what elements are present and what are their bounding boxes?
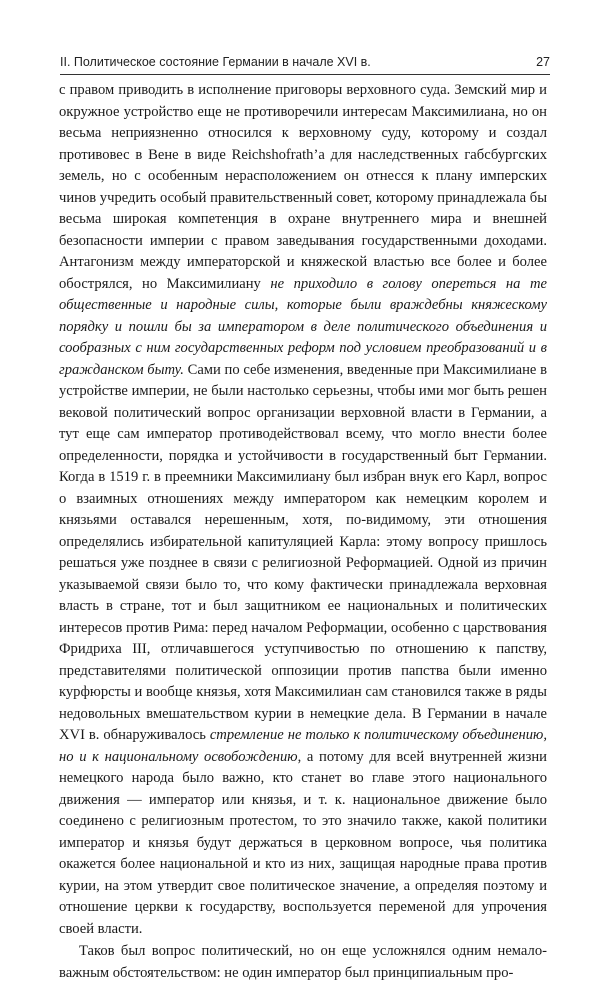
text-segment: с правом приводить в исполнение приговоры верховного суда. Земский мир и окружное устройство еще не противоречили интересам Максимилиана, но он весьма неприязненно относился к верховному суду, которому и создал противовес в Вене в виде Reichshofrath’a для наследственных габсбургских земель, но с особенным нерасположением он отнесся к плану имперских чинов учредить особый правительственный совет, которому принадлежала бы весьма широкая компетенция в охране внутреннего мира и внешней безопасности империи с правом заведывания государственными доходами. Антагонизм между императорской и княжеской властью все более и более обострялся, но Максимилиану xyxy=(59,82,547,292)
text-segment: Сами по себе изменения, введенные при Максимилиане в устройстве империи, не были настолько серьезны, чтобы ими мог быть решен вековой политический вопрос организации верховной власти в Германии, а тут еще сам император противодействовал всему, что могло внести более определенности, порядка и устойчивости в государственный быт Германии. Когда в 1519 г. в преемники Максимилиану был избран внук его Карл, вопрос о взаимных отношениях между императором как немецким королем и князьями оставался нерешенным, хотя, по-видимому, эти отношения определялись избирательной капитуляцией Карла: этому вопросу пришлось решаться уже позднее в связи с религиозной Реформацией. Одной из причин указываемой связи было то, что кому фактически принадлежала верховная власть в стране, тот и был защитником ее национальных и политических интересов против Рима: перед началом Реформации, особенно с царствования Фридриха III, отличавшегося уступчивостью по отношению к папству, представителями политической оппозиции против папства были именно курфюрсты и вообще князья, хотя Максимилиан сам становился также в ряды недовольных вмешательством курии в немецкие дела. В Германии в начале XVI в. обнаруживалось xyxy=(59,361,547,743)
text-segment: , а потому для всей внутренней жизни немецкого народа было важно, кто станет во главе этого национального движения — император или князья, и т. к. национальное движение было соединено с религиозным протестом, то это значило также, какой политики император и князья будут держаться в церковном вопросе, чья политика окажется более национальной и кто из них, защищая народные права против курии, на этом утвердит свое политическое значение, а определяя поэтому и отношение церкви к государству, воспользуется переменой для упрочения своей власти. xyxy=(59,748,547,937)
page-number: 27 xyxy=(536,55,550,69)
paragraph-2 xyxy=(59,941,547,984)
paragraph-1 xyxy=(59,80,547,940)
header-rule xyxy=(60,74,550,75)
body-text xyxy=(59,80,547,984)
italic-segment: стремление не только к политическому объединению, но и к национальному освобождению xyxy=(59,727,547,765)
italic-segment: не приходило в голову опереться на те общественные и народные силы, которые были враждебны княжескому порядку и пошли бы за императором в деле политического объединения и сообразных с ним государственных реформ под условием преобразований и в гражданском быту. xyxy=(59,275,547,378)
text-segment: Таков был вопрос политический, но он еще усложнялся одним немаловажным обстоятельством: не один император был принципиальным про- xyxy=(59,943,547,981)
chapter-title: II. Политическое состояние Германии в начале XVI в. xyxy=(60,55,371,69)
running-header xyxy=(60,53,550,71)
